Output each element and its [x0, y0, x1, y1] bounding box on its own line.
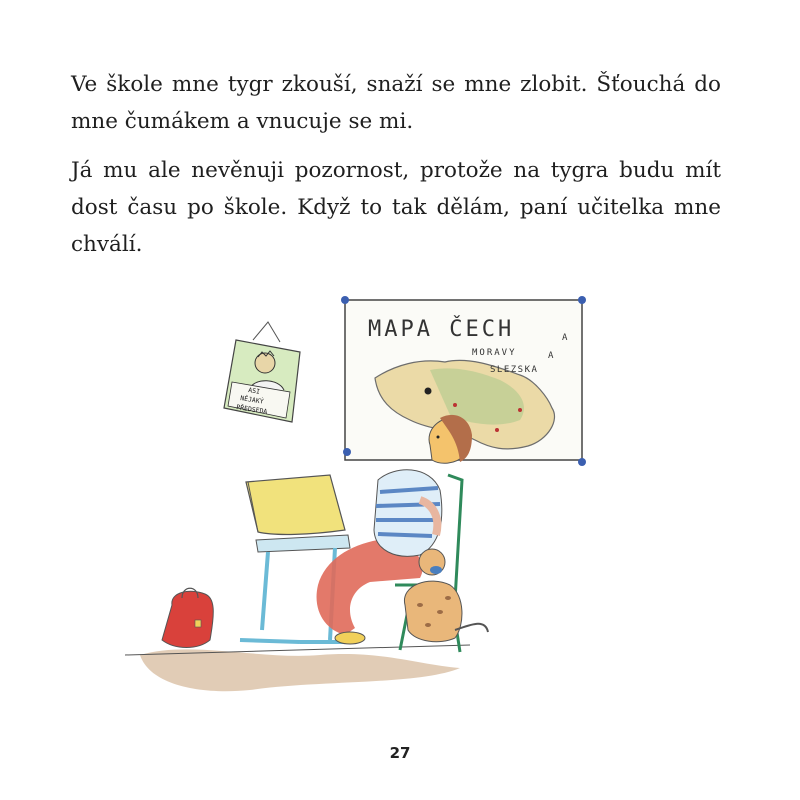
- svg-text:MORAVY: MORAVY: [472, 348, 517, 358]
- pin-icon: [578, 458, 586, 466]
- svg-text:PŘEDSEDA: PŘEDSEDA: [235, 403, 268, 416]
- pin-icon: [343, 448, 351, 456]
- schoolbag: [162, 588, 213, 647]
- svg-text:ASI: ASI: [247, 386, 261, 396]
- map-title: MAPA ČECH: [368, 317, 515, 342]
- pin-icon: [341, 296, 349, 304]
- svg-text:SLEZSKA: SLEZSKA: [490, 365, 539, 375]
- svg-text:A: A: [562, 333, 568, 343]
- floor-stain: [125, 645, 470, 691]
- svg-text:NĚJAKÝ: NĚJAKÝ: [239, 394, 265, 406]
- paragraph-1: Ve škole mne tygr zkouší, snaží se mne zlobit. Šťouchá do mne čumákem a vnucuje se mi.: [71, 72, 721, 134]
- city-dot: [425, 388, 432, 395]
- paragraph-2: Já mu ale nevěnuji pozornost, protože na tygra budu mít dost času po škole. Když to tak dělám, paní učitelka mne chválí.: [71, 158, 721, 257]
- wall-poster: [224, 322, 300, 422]
- story-text: [71, 66, 721, 275]
- page-number: 27: [389, 744, 411, 762]
- classroom-illustration: [0, 270, 800, 710]
- pin-icon: [578, 296, 586, 304]
- svg-text:A: A: [548, 351, 554, 361]
